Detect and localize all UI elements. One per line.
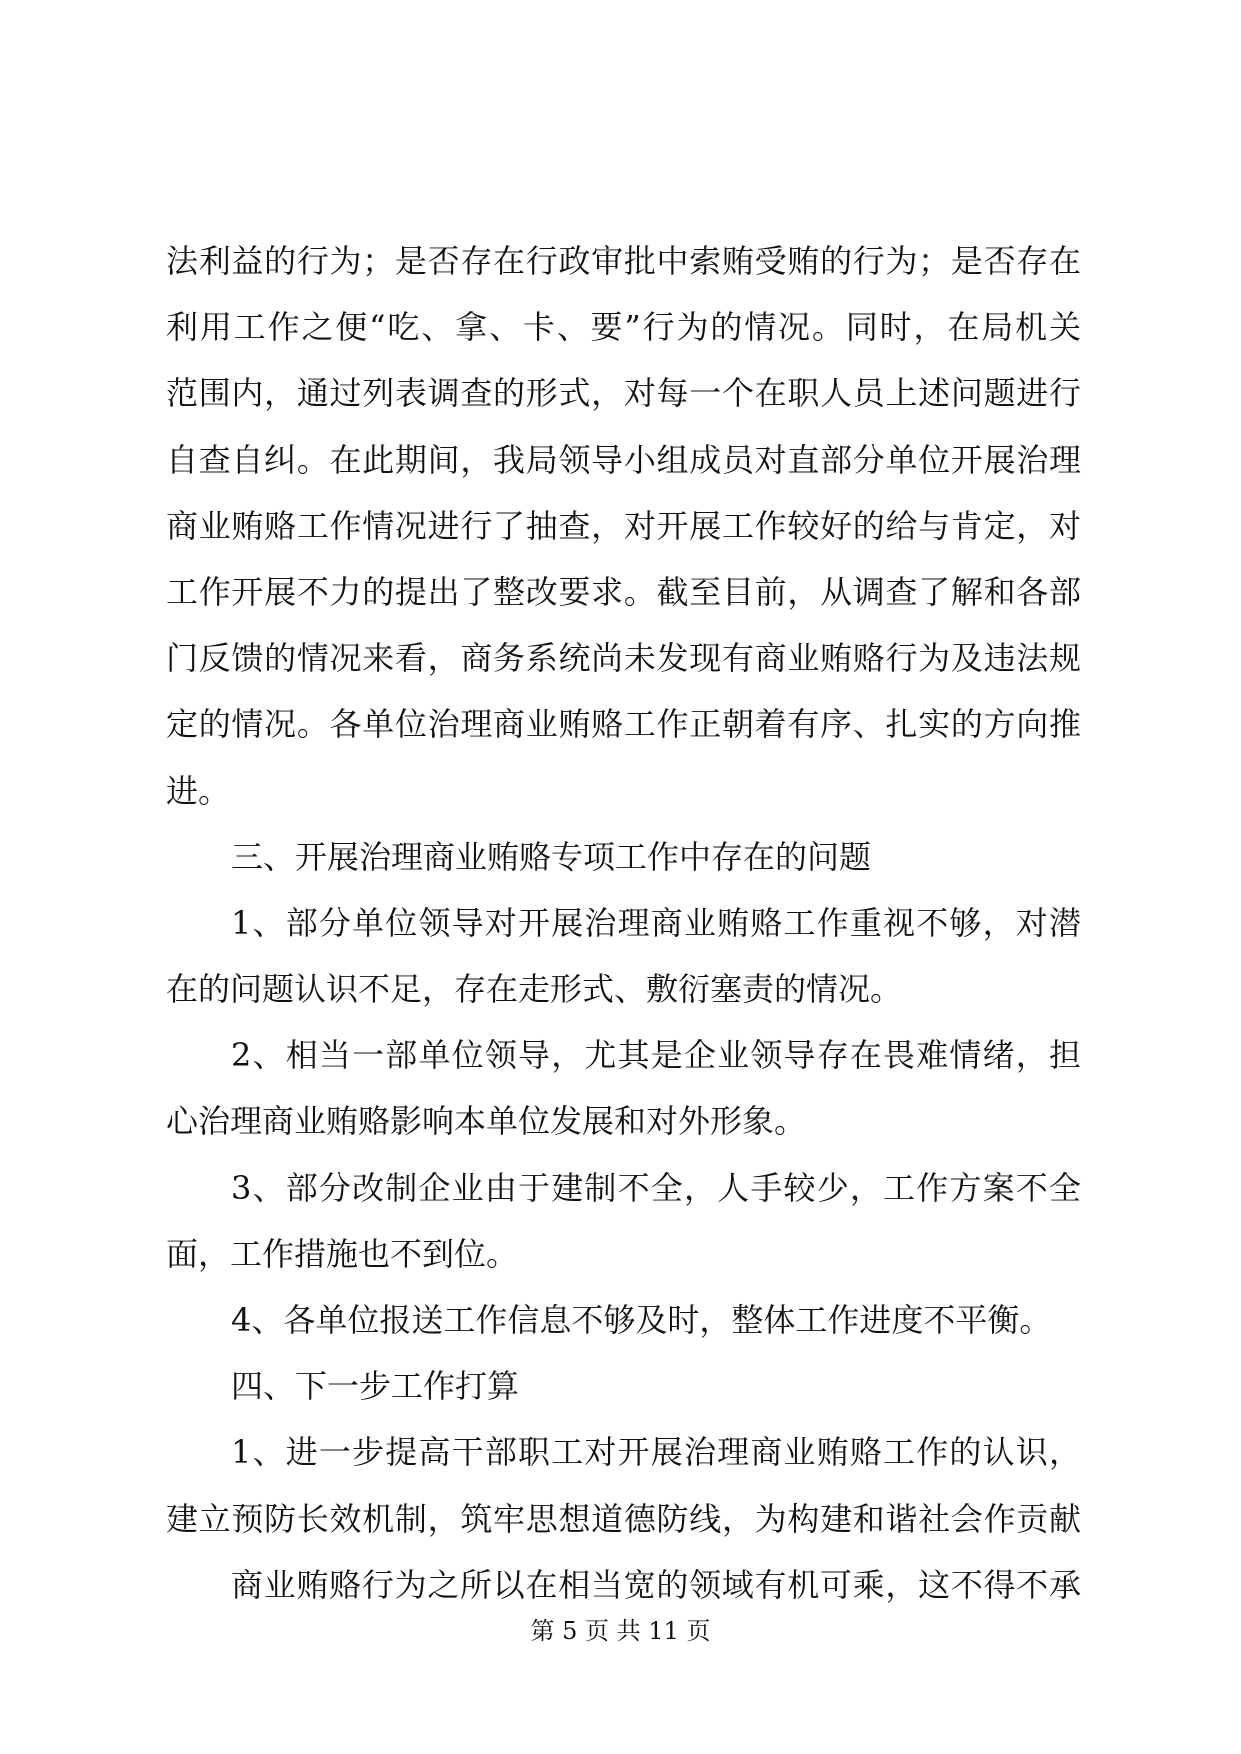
text-line: 1、部分单位领导对开展治理商业贿赂工作重视不够，对潜 <box>231 903 1081 942</box>
text-line: 工作开展不力的提出了整改要求。截至目前，从调查了解和各部 <box>166 572 1081 611</box>
text-line: 1、进一步提高干部职工对开展治理商业贿赂工作的认识， <box>231 1433 1081 1472</box>
text-line: 法利益的行为；是否存在行政审批中索贿受贿的行为；是否存在 <box>166 242 1081 280</box>
text-line: 商业贿赂行为之所以在相当宽的领域有机可乘，这不得不承 <box>231 1565 1081 1604</box>
text-line: 4、各单位报送工作信息不够及时，整体工作进度不平衡。 <box>231 1301 1052 1339</box>
text-line: 在的问题认识不足，存在走形式、敷衍塞责的情况。 <box>166 970 903 1009</box>
text-line: 利用工作之便“吃、拿、卡、要”行为的情况。同时，在局机关 <box>166 308 1081 347</box>
text-line: 商业贿赂工作情况进行了抽查，对开展工作较好的给与肯定，对 <box>166 506 1081 545</box>
section-heading-3: 三、开展治理商业贿赂专项工作中存在的问题 <box>231 837 872 876</box>
text-line: 2、相当一部单位领导，尤其是企业领导存在畏难情绪，担 <box>231 1036 1081 1075</box>
text-line: 进。 <box>166 771 231 810</box>
text-line: 心治理商业贿赂影响本单位发展和对外形象。 <box>166 1102 807 1141</box>
body-text <box>166 228 1081 1618</box>
text-line: 建立预防长效机制，筑牢思想道德防线，为构建和谐社会作贡献 <box>166 1499 1081 1538</box>
text-line: 3、部分改制企业由于建制不全，人手较少，工作方案不全 <box>231 1168 1081 1207</box>
text-line: 范围内，通过列表调查的形式，对每一个在职人员上述问题进行 <box>166 374 1081 413</box>
text-line: 定的情况。各单位治理商业贿赂工作正朝着有序、扎实的方向推 <box>166 705 1081 744</box>
text-line: 面，工作措施也不到位。 <box>166 1234 519 1273</box>
page-number-footer: 第 5 页 共 11 页 <box>530 1617 711 1645</box>
section-heading-4: 四、下一步工作打算 <box>231 1367 520 1406</box>
text-line: 自查自纠。在此期间，我局领导小组成员对直部分单位开展治理 <box>166 440 1081 479</box>
text-line: 门反馈的情况来看，商务系统尚未发现有商业贿赂行为及违法规 <box>166 639 1081 678</box>
